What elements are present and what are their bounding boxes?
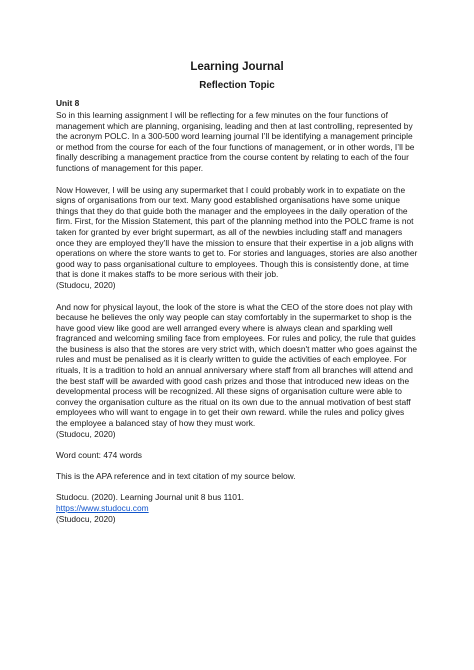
- in-text-citation: (Studocu, 2020): [56, 428, 116, 439]
- unit-heading: Unit 8: [56, 98, 80, 108]
- reference-entry: Studocu. (2020). Learning Journal unit 8 bus 1101.: [56, 492, 244, 503]
- paragraph-physical-layout: [56, 302, 418, 440]
- word-count: Word count: 474 words: [56, 450, 142, 461]
- reference-citation: (Studocu, 2020): [56, 513, 116, 524]
- document-title: Learning Journal: [190, 61, 284, 73]
- paragraph-supermarket: [56, 185, 418, 291]
- apa-note: This is the APA reference and in text citation of my source below.: [56, 470, 296, 481]
- paragraph-intro: So in this learning assignment I will be reflecting for a few minutes on the four functions of management which are planning, organising, leading and then at last controlling, represented by the acronym POLC. In a 300-500 word learning journal I’ll be identifying a management principle or method from the course for each of the four functions of management, or in other words, I’ll be finally describing a management practice from the course content by relating to each of the four functions of management for this paper.: [56, 110, 415, 173]
- reference-link-line: [56, 503, 418, 514]
- document-subtitle: Reflection Topic: [199, 80, 275, 91]
- paragraph-physical-layout-text: And now for physical layout, the look of the store is what the CEO of the store does not play with because he believes the only way people can stay comfortably in the supermarket to shop is the have good view like good are well arranged every where is always clean and sparkling well fragranced and welcoming smiling face from employees. For rules and policy, the rule that guides the business is also that the stores are very strict with, which doesn't matter who goes against the rules and must be penalised as it is clearly written to guide the activities of each employee. For rituals, It is a tradition to hold an annual anniversary where staff from all branches will attend and the best staff will be awarded with good cash prizes and those that introduced new ideas on the developmental process will be recognized. All these signs of organisation culture were able to convey the organisation culture as the ritual on its own due to the annual motivation of best staff employees who will want to engage in to get their own reward. while the rules and policy gives the employee a balanced stay of how they must work.: [56, 301, 417, 429]
- reference-link[interactable]: https://www.studocu.com: [56, 503, 149, 513]
- reference-block: [56, 492, 418, 524]
- paragraph-supermarket-text: Now However, I will be using any supermarket that I could probably work in to expatiate on the signs of organisations from our text. Many good established organisations have some unique things that they do that guide both the manager and the employees in the daily operation of the firm. First, for the Mission Statement, this part of the planning method into the POLC frame is not taken for granted by ever bright supermart, as all of the newbies including staff and managers once they are employed they’ll have the mission to ensure that their expertise in a job aligns with operations on where the store wants to get to. For stories and languages, stories are also another good way to pass organisational culture to employees. Though this is consistently done, at time that is done it makes staffs to be more serious with their job.: [56, 184, 418, 280]
- in-text-citation: (Studocu, 2020): [56, 279, 116, 290]
